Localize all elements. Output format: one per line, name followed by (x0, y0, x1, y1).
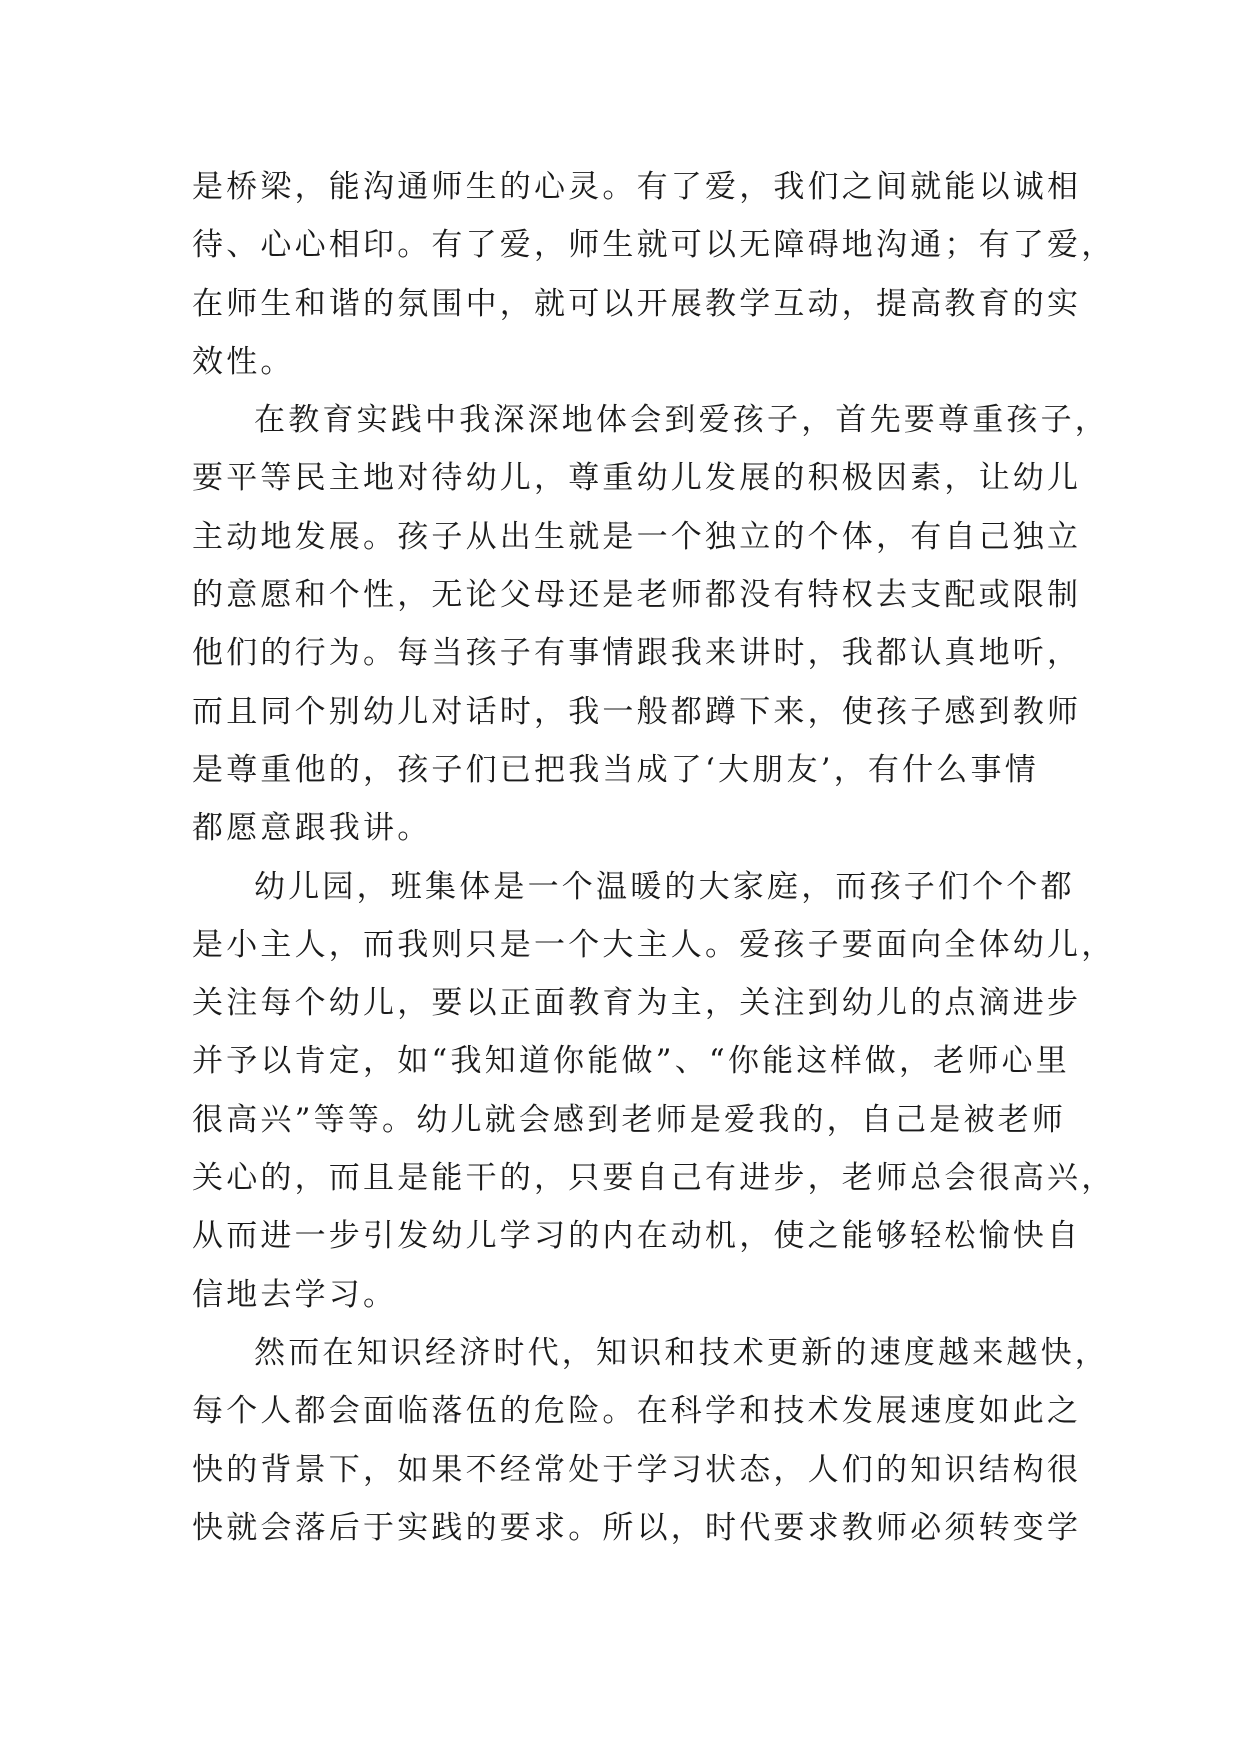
text-line: 是小主人，而我则只是一个大主人。爱孩子要面向全体幼儿， (192, 926, 1116, 963)
paragraph-first-line: 幼儿园，班集体是一个温暖的大家庭，而孩子们个个都 (254, 868, 1075, 905)
text-line: 要平等民主地对待幼儿，尊重幼儿发展的积极因素，让幼儿 (192, 460, 1082, 497)
text-line: 并予以肯定，如“我知道你能做”、“你能这样做，老师心里 (192, 1043, 1070, 1080)
paragraph-first-line: 然而在知识经济时代，知识和技术更新的速度越来越快， (254, 1334, 1109, 1371)
text-line: 关注每个幼儿，要以正面教育为主，关注到幼儿的点滴进步 (192, 985, 1082, 1022)
text-line: 待、心心相印。有了爱，师生就可以无障碍地沟通；有了爱， (192, 227, 1116, 264)
text-line: 关心的，而且是能干的，只要自己有进步，老师总会很高兴， (192, 1160, 1116, 1197)
text-line: 效性。 (192, 343, 295, 380)
text-line: 在师生和谐的氛围中，就可以开展教学互动，提高教育的实 (192, 285, 1082, 322)
text-line: 都愿意跟我讲。 (192, 810, 432, 847)
text-line: 而且同个别幼儿对话时，我一般都蹲下来，使孩子感到教师 (192, 693, 1082, 730)
text-line: 他们的行为。每当孩子有事情跟我来讲时，我都认真地听， (192, 635, 1082, 672)
text-line: 是尊重他的，孩子们已把我当成了‘大朋友’，有什么事情 (192, 751, 1039, 788)
text-line: 信地去学习。 (192, 1276, 398, 1313)
text-line: 快就会落后于实践的要求。所以，时代要求教师必须转变学 (192, 1509, 1082, 1546)
text-line: 从而进一步引发幼儿学习的内在动机，使之能够轻松愉快自 (192, 1218, 1082, 1255)
text-line: 快的背景下，如果不经常处于学习状态，人们的知识结构很 (192, 1451, 1082, 1488)
text-line: 主动地发展。孩子从出生就是一个独立的个体，有自己独立 (192, 518, 1082, 555)
text-line: 是桥梁，能沟通师生的心灵。有了爱，我们之间就能以诚相 (192, 169, 1082, 205)
text-line: 每个人都会面临落伍的危险。在科学和技术发展速度如此之 (192, 1393, 1082, 1430)
paragraph-first-line: 在教育实践中我深深地体会到爱孩子，首先要尊重孩子， (254, 402, 1109, 439)
document-body (192, 158, 1116, 1557)
text-line: 很高兴”等等。幼儿就会感到老师是爱我的，自己是被老师 (192, 1101, 1067, 1138)
text-line: 的意愿和个性，无论父母还是老师都没有特权去支配或限制 (192, 577, 1082, 614)
